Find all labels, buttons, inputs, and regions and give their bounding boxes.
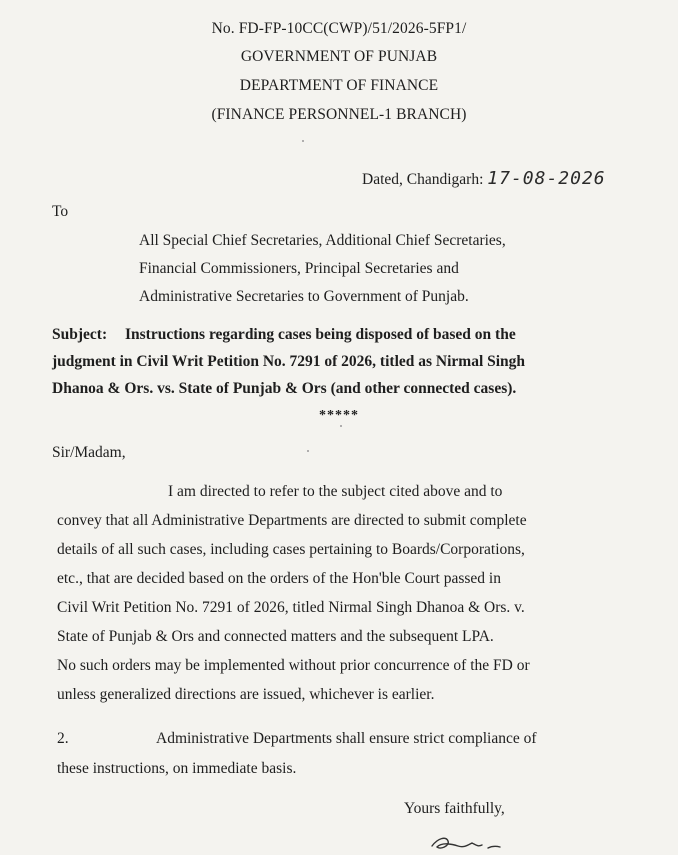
subject-label: Subject: bbox=[52, 326, 108, 343]
separator: ***** bbox=[319, 408, 359, 423]
branch-name: (FINANCE PERSONNEL-1 BRANCH) bbox=[211, 106, 467, 123]
salutation: Sir/Madam, bbox=[52, 444, 126, 461]
department-name: DEPARTMENT OF FINANCE bbox=[239, 77, 439, 94]
body-line: convey that all Administrative Departments are directed to submit complete bbox=[57, 512, 527, 529]
body-line: these instructions, on immediate basis. bbox=[57, 760, 297, 777]
body-line: unless generalized directions are issued, whichever is earlier. bbox=[57, 686, 435, 703]
body-line: State of Punjab & Ors and connected matters and the subsequent LPA. bbox=[57, 628, 494, 645]
reference-number: No. FD-FP-10CC(CWP)/51/2026-5FP1/ bbox=[211, 20, 467, 37]
subject-text: Instructions regarding cases being disposed of based on the bbox=[124, 326, 516, 343]
body-line: No such orders may be implemented without prior concurrence of the FD or bbox=[57, 657, 530, 674]
scan-speck bbox=[340, 425, 342, 427]
addressee-line: All Special Chief Secretaries, Additional Chief Secretaries, bbox=[139, 232, 506, 249]
body-line: Civil Writ Petition No. 7291 of 2026, titled Nirmal Singh Dhanoa & Ors. v. bbox=[57, 599, 525, 616]
paragraph-number: 2. bbox=[57, 730, 69, 747]
signature-mark bbox=[428, 828, 518, 855]
scan-speck bbox=[307, 450, 309, 452]
date-value: 17-08-2026 bbox=[487, 168, 606, 189]
body-line: details of all such cases, including cases pertaining to Boards/Corporations, bbox=[57, 541, 525, 558]
addressee-line: Administrative Secretaries to Government of Punjab. bbox=[139, 288, 469, 305]
body-line: I am directed to refer to the subject cited above and to bbox=[168, 483, 503, 500]
government-name: GOVERNMENT OF PUNJAB bbox=[240, 48, 438, 65]
subject-text: judgment in Civil Writ Petition No. 7291 of 2026, titled as Nirmal Singh bbox=[52, 353, 526, 370]
subject-line bbox=[52, 326, 516, 344]
closing: Yours faithfully, bbox=[404, 800, 505, 817]
to-label: To bbox=[52, 203, 69, 220]
date-line bbox=[362, 168, 606, 189]
date-label: Dated, Chandigarh: bbox=[362, 171, 484, 188]
subject-text: Dhanoa & Ors. vs. State of Punjab & Ors (and other connected cases). bbox=[52, 380, 517, 397]
addressee-line: Financial Commissioners, Principal Secretaries and bbox=[139, 260, 459, 277]
body-line: etc., that are decided based on the orders of the Hon'ble Court passed in bbox=[57, 570, 501, 587]
scan-speck bbox=[302, 140, 304, 142]
body-line: Administrative Departments shall ensure strict compliance of bbox=[156, 730, 537, 747]
